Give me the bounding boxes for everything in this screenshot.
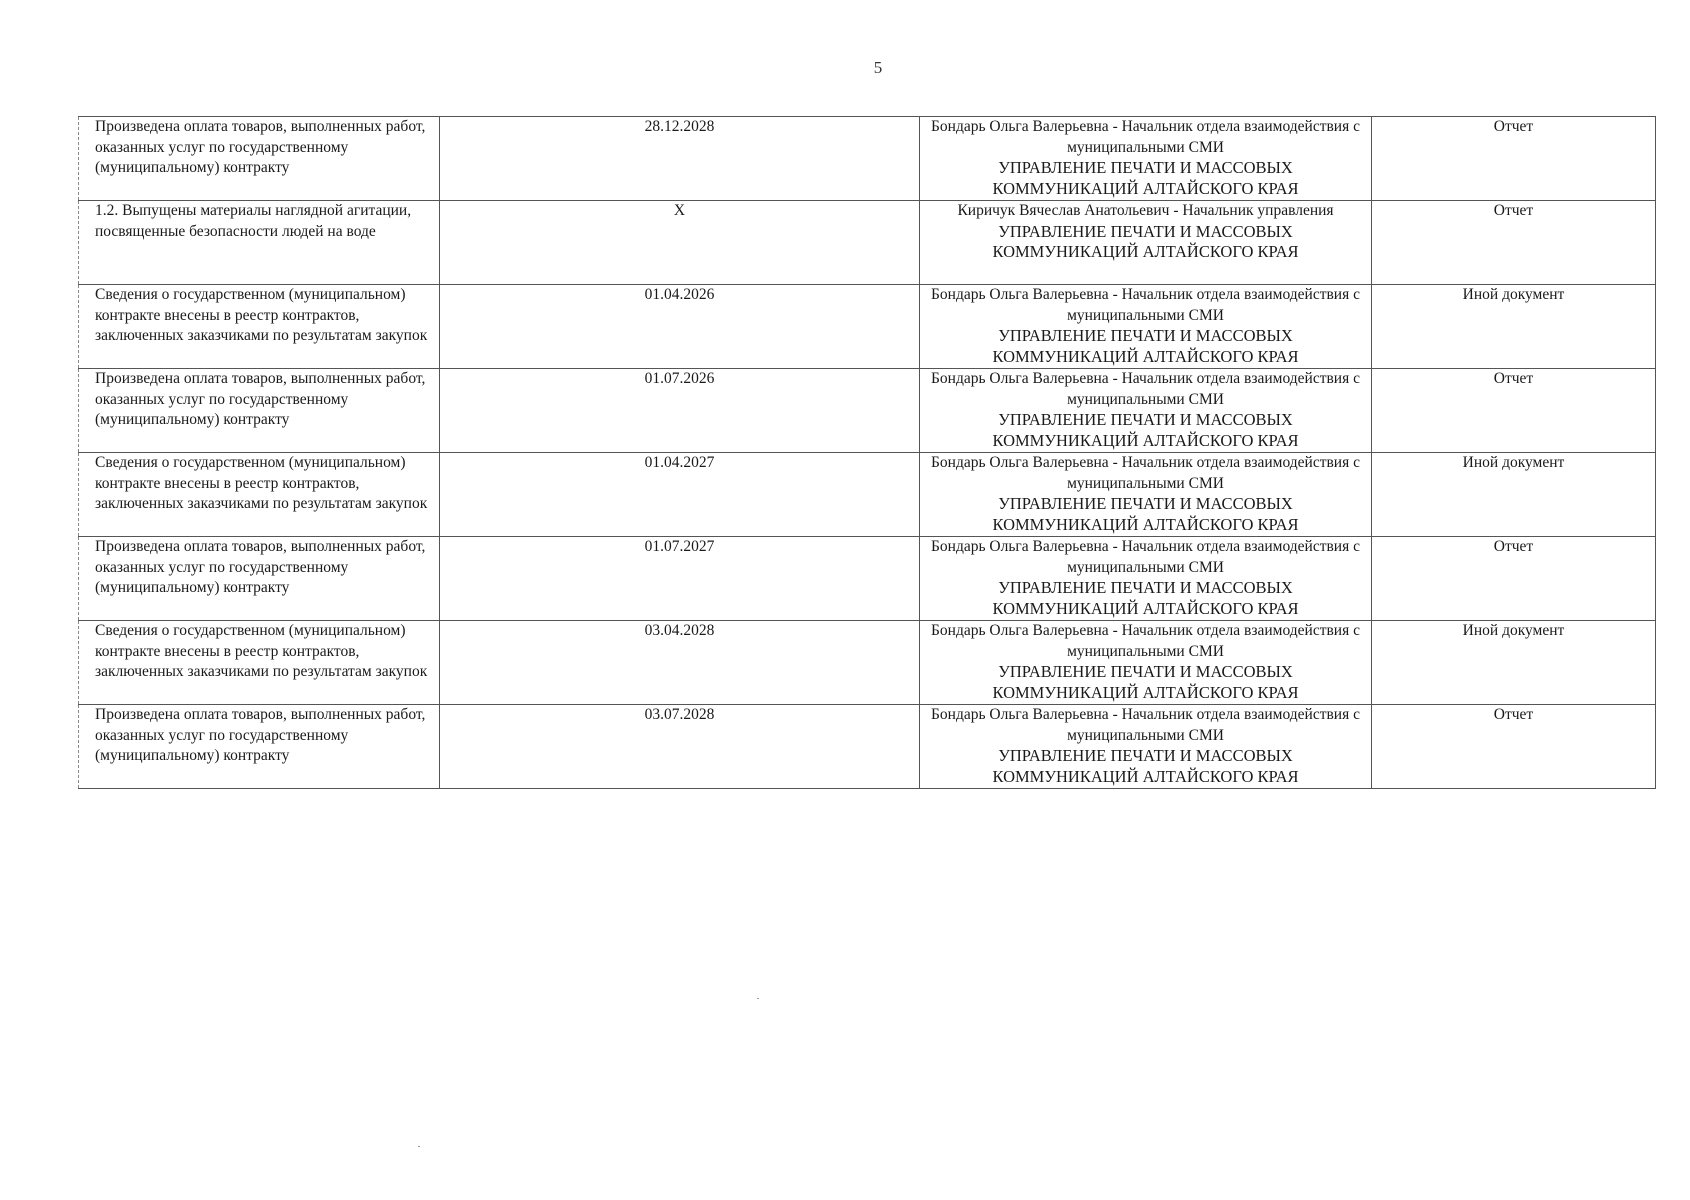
control-points-table: [78, 116, 1656, 789]
cell-responsible: [920, 285, 1372, 369]
table-row: [79, 201, 1656, 285]
cell-description: Сведения о государственном (муниципальном) контракте внесены в реестр контрактов, заключенных заказчиками по результатам закупок: [79, 621, 440, 705]
responsible-person: Бондарь Ольга Валерьевна - Начальник отдела взаимодействия с муниципальными СМИ: [931, 118, 1360, 156]
cell-document: Отчет: [1372, 537, 1656, 621]
responsible-org: УПРАВЛЕНИЕ ПЕЧАТИ И МАССОВЫХ КОММУНИКАЦИЙ АЛТАЙСКОГО КРАЯ: [992, 746, 1299, 786]
scan-speck: [418, 1146, 420, 1147]
responsible-org: УПРАВЛЕНИЕ ПЕЧАТИ И МАССОВЫХ КОММУНИКАЦИЙ АЛТАЙСКОГО КРАЯ: [992, 158, 1299, 198]
cell-document: Иной документ: [1372, 285, 1656, 369]
cell-date: 01.07.2026: [440, 369, 920, 453]
cell-date: 28.12.2028: [440, 117, 920, 201]
cell-date: 03.04.2028: [440, 621, 920, 705]
table-row: [79, 621, 1656, 705]
table-row: [79, 453, 1656, 537]
cell-responsible: [920, 201, 1372, 285]
cell-responsible: [920, 621, 1372, 705]
table-row: [79, 117, 1656, 201]
cell-document: Иной документ: [1372, 453, 1656, 537]
responsible-person: Киричук Вячеслав Анатольевич - Начальник управления: [957, 202, 1334, 219]
cell-date: Х: [440, 201, 920, 285]
cell-responsible: [920, 453, 1372, 537]
responsible-person: Бондарь Ольга Валерьевна - Начальник отдела взаимодействия с муниципальными СМИ: [931, 286, 1360, 324]
cell-document: Отчет: [1372, 369, 1656, 453]
cell-description: Произведена оплата товаров, выполненных работ, оказанных услуг по государственному (муниципальному) контракту: [79, 369, 440, 453]
cell-description: Произведена оплата товаров, выполненных работ, оказанных услуг по государственному (муниципальному) контракту: [79, 537, 440, 621]
responsible-person: Бондарь Ольга Валерьевна - Начальник отдела взаимодействия с муниципальными СМИ: [931, 454, 1360, 492]
cell-description: 1.2. Выпущены материалы наглядной агитации, посвященные безопасности людей на воде: [79, 201, 440, 285]
cell-description: Сведения о государственном (муниципальном) контракте внесены в реестр контрактов, заключенных заказчиками по результатам закупок: [79, 453, 440, 537]
cell-document: Иной документ: [1372, 621, 1656, 705]
table-row: [79, 285, 1656, 369]
responsible-org: УПРАВЛЕНИЕ ПЕЧАТИ И МАССОВЫХ КОММУНИКАЦИЙ АЛТАЙСКОГО КРАЯ: [992, 410, 1299, 450]
table-row: [79, 705, 1656, 789]
responsible-person: Бондарь Ольга Валерьевна - Начальник отдела взаимодействия с муниципальными СМИ: [931, 706, 1360, 744]
cell-responsible: [920, 705, 1372, 789]
responsible-person: Бондарь Ольга Валерьевна - Начальник отдела взаимодействия с муниципальными СМИ: [931, 538, 1360, 576]
cell-responsible: [920, 117, 1372, 201]
responsible-org: УПРАВЛЕНИЕ ПЕЧАТИ И МАССОВЫХ КОММУНИКАЦИЙ АЛТАЙСКОГО КРАЯ: [992, 221, 1299, 261]
cell-description: Сведения о государственном (муниципальном) контракте внесены в реестр контрактов, заключенных заказчиками по результатам закупок: [79, 285, 440, 369]
table-row: [79, 537, 1656, 621]
cell-date: 01.04.2026: [440, 285, 920, 369]
scan-speck: [757, 998, 759, 999]
table-row: [79, 369, 1656, 453]
responsible-org: УПРАВЛЕНИЕ ПЕЧАТИ И МАССОВЫХ КОММУНИКАЦИЙ АЛТАЙСКОГО КРАЯ: [992, 578, 1299, 618]
cell-document: Отчет: [1372, 705, 1656, 789]
responsible-org: УПРАВЛЕНИЕ ПЕЧАТИ И МАССОВЫХ КОММУНИКАЦИЙ АЛТАЙСКОГО КРАЯ: [992, 326, 1299, 366]
cell-document: Отчет: [1372, 117, 1656, 201]
cell-responsible: [920, 369, 1372, 453]
cell-date: 01.04.2027: [440, 453, 920, 537]
page-number: 5: [873, 58, 883, 77]
cell-date: 03.07.2028: [440, 705, 920, 789]
cell-description: Произведена оплата товаров, выполненных работ, оказанных услуг по государственному (муниципальному) контракту: [79, 117, 440, 201]
responsible-org: УПРАВЛЕНИЕ ПЕЧАТИ И МАССОВЫХ КОММУНИКАЦИЙ АЛТАЙСКОГО КРАЯ: [992, 662, 1299, 702]
responsible-org: УПРАВЛЕНИЕ ПЕЧАТИ И МАССОВЫХ КОММУНИКАЦИЙ АЛТАЙСКОГО КРАЯ: [992, 494, 1299, 534]
cell-document: Отчет: [1372, 201, 1656, 285]
responsible-person: Бондарь Ольга Валерьевна - Начальник отдела взаимодействия с муниципальными СМИ: [931, 370, 1360, 408]
cell-date: 01.07.2027: [440, 537, 920, 621]
responsible-person: Бондарь Ольга Валерьевна - Начальник отдела взаимодействия с муниципальными СМИ: [931, 622, 1360, 660]
cell-description: Произведена оплата товаров, выполненных работ, оказанных услуг по государственному (муниципальному) контракту: [79, 705, 440, 789]
cell-responsible: [920, 537, 1372, 621]
